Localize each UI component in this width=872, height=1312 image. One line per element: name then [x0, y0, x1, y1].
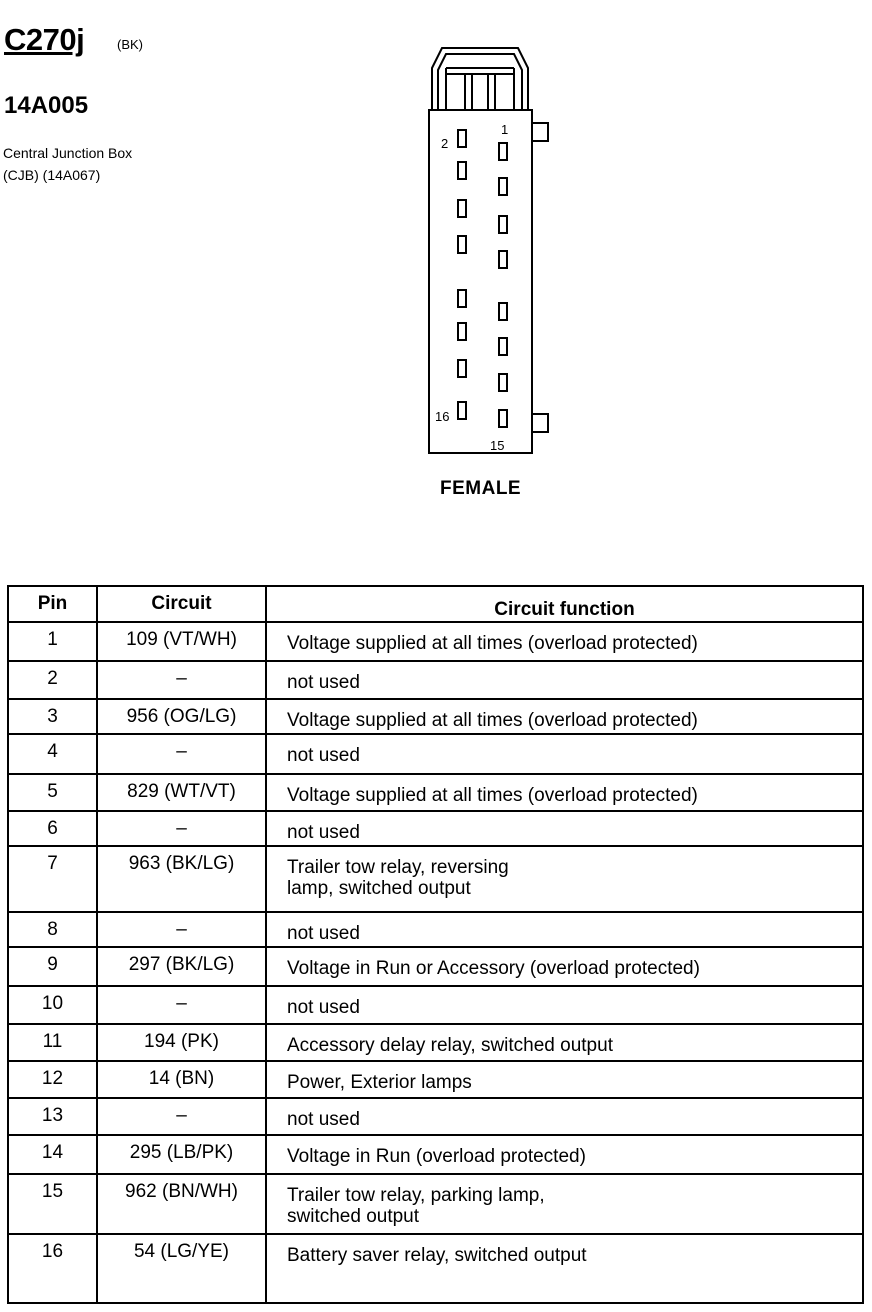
pin-cavity-5	[499, 216, 507, 233]
pin-number: 2	[8, 661, 97, 698]
circuit-code: –	[97, 1098, 266, 1135]
circuit-function	[266, 774, 863, 811]
circuit-function-text: Voltage supplied at all times (overload protected)	[287, 784, 698, 806]
table-header-row	[8, 586, 863, 622]
circuit-function-text: not used	[287, 745, 360, 767]
pin-cavity-12	[458, 323, 466, 340]
circuit-function-text: Voltage supplied at all times (overload protected)	[287, 709, 698, 731]
cavity-label-16: 16	[435, 409, 450, 424]
connector-key	[532, 414, 548, 432]
pin-cavity-10	[458, 290, 466, 307]
pin-number: 1	[8, 622, 97, 661]
pin-number: 12	[8, 1061, 97, 1097]
cavity-label-15: 15	[490, 438, 505, 453]
circuit-function	[266, 947, 863, 985]
circuit-function	[266, 661, 863, 698]
table-row	[8, 734, 863, 773]
connector-body	[429, 110, 532, 453]
circuit-code: 109 (VT/WH)	[97, 622, 266, 661]
pin-cavity-11	[499, 338, 507, 355]
circuit-code: –	[97, 912, 266, 947]
cavity-label-1: 1	[501, 122, 509, 137]
pin-number: 16	[8, 1234, 97, 1303]
circuit-code: 297 (BK/LG)	[97, 947, 266, 985]
pin-cavity-9	[499, 303, 507, 320]
pin-number: 11	[8, 1024, 97, 1061]
pin-cavity-4	[458, 162, 466, 179]
header-circuit: Circuit	[97, 586, 266, 622]
table-row	[8, 1061, 863, 1097]
circuit-function-text: not used	[287, 672, 360, 694]
pin-cavity-1	[499, 143, 507, 160]
circuit-function	[266, 986, 863, 1024]
circuit-function	[266, 1174, 863, 1235]
table-row	[8, 1234, 863, 1303]
pin-number: 10	[8, 986, 97, 1024]
circuit-function	[266, 846, 863, 912]
circuit-function-text-line2: lamp, switched output	[287, 878, 471, 900]
circuit-function	[266, 912, 863, 947]
circuit-function-text: Power, Exterior lamps	[287, 1072, 472, 1094]
circuit-function-text: Voltage in Run or Accessory (overload protected)	[287, 958, 700, 980]
circuit-function-text: Trailer tow relay, reversing	[287, 857, 509, 879]
component-description-reference: (CJB) (14A067)	[3, 167, 101, 183]
table-row	[8, 1135, 863, 1173]
pin-number: 4	[8, 734, 97, 773]
table-row	[8, 1174, 863, 1235]
pin-number: 13	[8, 1098, 97, 1135]
part-number: 14A005	[4, 92, 89, 119]
pin-cavity-6	[458, 200, 466, 217]
circuit-function-text: not used	[287, 1108, 360, 1130]
circuit-function-text: Trailer tow relay, parking lamp,	[287, 1184, 545, 1206]
pin-cavity-13	[499, 374, 507, 391]
circuit-function-text: Accessory delay relay, switched output	[287, 1035, 613, 1057]
pin-table	[7, 585, 864, 1304]
circuit-code: 956 (OG/LG)	[97, 699, 266, 734]
circuit-code: 194 (PK)	[97, 1024, 266, 1061]
pin-cavity-16	[458, 402, 466, 419]
circuit-function-text: not used	[287, 922, 360, 944]
component-description: Central Junction Box	[3, 145, 133, 161]
circuit-function-text: Voltage in Run (overload protected)	[287, 1146, 586, 1168]
pin-cavity-3	[499, 178, 507, 195]
pin-cavity-15	[499, 410, 507, 427]
circuit-function-text: Battery saver relay, switched output	[287, 1245, 587, 1267]
table-row	[8, 811, 863, 846]
table-row	[8, 661, 863, 698]
circuit-function-text: not used	[287, 996, 360, 1018]
pin-cavity-8	[458, 236, 466, 253]
circuit-code: –	[97, 661, 266, 698]
connector-face-diagram	[420, 40, 560, 460]
circuit-code: 963 (BK/LG)	[97, 846, 266, 912]
pin-cavity-14	[458, 360, 466, 377]
circuit-function-text: Voltage supplied at all times (overload protected)	[287, 633, 698, 654]
pin-number: 6	[8, 811, 97, 846]
circuit-function	[266, 1234, 863, 1303]
circuit-code: –	[97, 734, 266, 773]
table-row	[8, 912, 863, 947]
table-row	[8, 699, 863, 734]
connector-latch	[432, 48, 528, 110]
table-row	[8, 622, 863, 661]
pin-number: 5	[8, 774, 97, 811]
circuit-function	[266, 699, 863, 734]
color-code: (BK)	[117, 37, 143, 52]
circuit-function	[266, 734, 863, 773]
circuit-code: 14 (BN)	[97, 1061, 266, 1097]
connector-key	[532, 123, 548, 141]
pin-number: 15	[8, 1174, 97, 1235]
circuit-function	[266, 622, 863, 661]
circuit-function	[266, 1024, 863, 1061]
circuit-code: –	[97, 811, 266, 846]
circuit-function	[266, 1061, 863, 1097]
pin-number: 3	[8, 699, 97, 734]
header-circuit-function: Circuit function	[266, 586, 863, 622]
circuit-function-text-line2: switched output	[287, 1205, 420, 1227]
table-row	[8, 986, 863, 1024]
pin-cavity-7	[499, 251, 507, 268]
circuit-function-text: not used	[287, 821, 360, 843]
circuit-function	[266, 1098, 863, 1135]
connector-gender-label: FEMALE	[440, 478, 522, 499]
pin-number: 14	[8, 1135, 97, 1173]
cavity-label-2: 2	[441, 136, 449, 151]
pin-number: 9	[8, 947, 97, 985]
pin-cavity-2	[458, 130, 466, 147]
table-row	[8, 846, 863, 912]
table-row	[8, 1098, 863, 1135]
circuit-code: 962 (BN/WH)	[97, 1174, 266, 1235]
pin-cavities	[458, 130, 507, 427]
circuit-code: 295 (LB/PK)	[97, 1135, 266, 1173]
pin-number: 7	[8, 846, 97, 912]
table-row	[8, 774, 863, 811]
table-row	[8, 1024, 863, 1061]
circuit-code: –	[97, 986, 266, 1024]
circuit-function	[266, 1135, 863, 1173]
header-pin: Pin	[8, 586, 97, 622]
table-row	[8, 947, 863, 985]
circuit-code: 829 (WT/VT)	[97, 774, 266, 811]
pin-number: 8	[8, 912, 97, 947]
circuit-code: 54 (LG/YE)	[97, 1234, 266, 1303]
connector-id: C270j	[4, 22, 85, 57]
circuit-function	[266, 811, 863, 846]
